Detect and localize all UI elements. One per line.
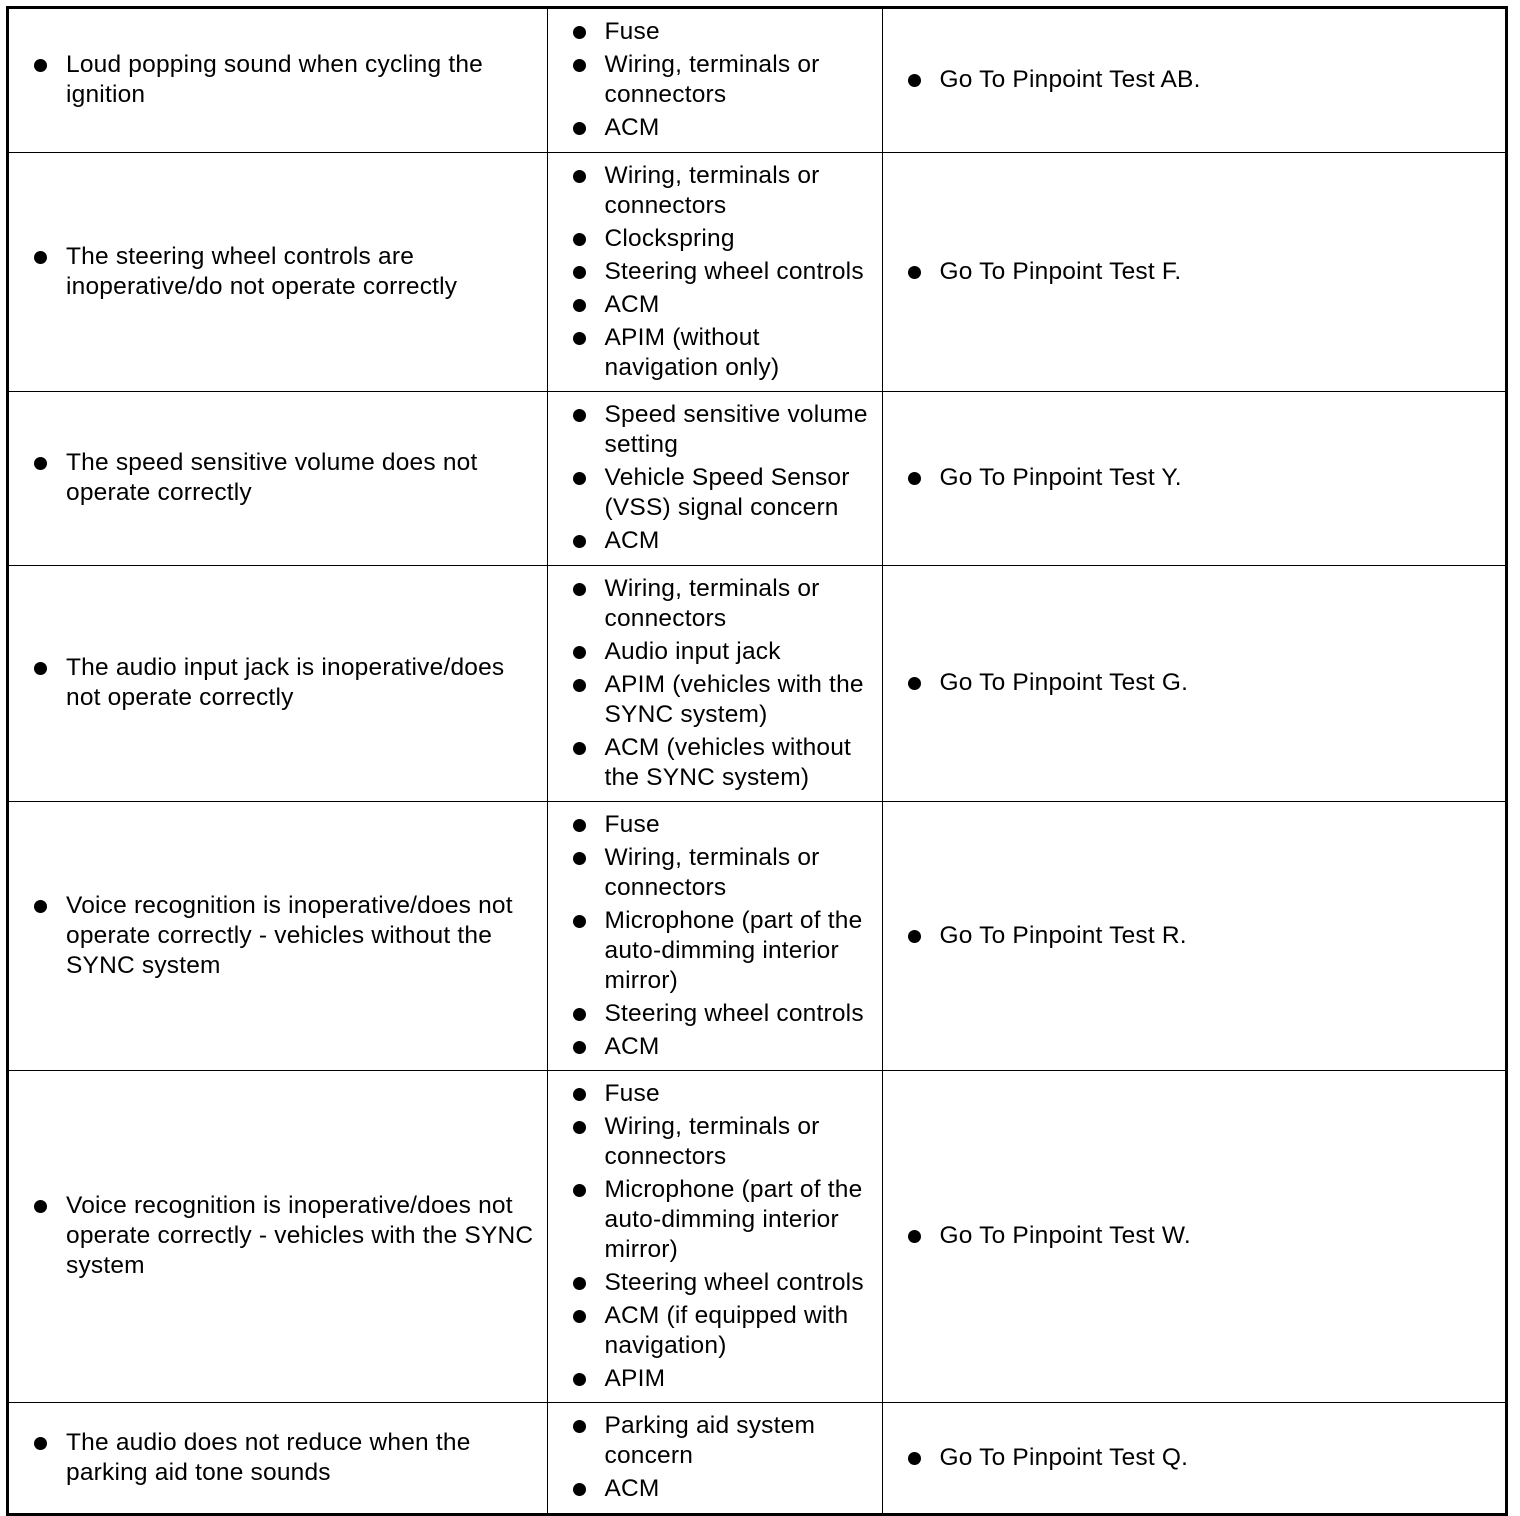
source-item: Microphone (part of the auto-dimming interior mirror)	[548, 1175, 882, 1265]
source-item: Parking aid system concern	[548, 1411, 882, 1471]
source-item: Clockspring	[548, 224, 882, 254]
source-item: Vehicle Speed Sensor (VSS) signal concern	[548, 463, 882, 523]
possible-sources-cell	[547, 801, 882, 1070]
source-item: Fuse	[548, 17, 882, 47]
source-item: Wiring, terminals or connectors	[548, 843, 882, 903]
source-item: ACM	[548, 1032, 882, 1062]
condition-cell	[9, 801, 547, 1070]
source-item: ACM (vehicles without the SYNC system)	[548, 733, 882, 793]
action-cell	[882, 391, 1505, 565]
action-cell	[882, 565, 1505, 801]
action-cell	[882, 152, 1505, 391]
condition-cell	[9, 391, 547, 565]
possible-sources-cell	[547, 391, 882, 565]
source-item: Speed sensitive volume setting	[548, 400, 882, 460]
condition-text: Loud popping sound when cycling the ignition	[9, 50, 547, 110]
source-item: Steering wheel controls	[548, 257, 882, 287]
source-item: Microphone (part of the auto-dimming interior mirror)	[548, 906, 882, 996]
source-item: Fuse	[548, 1079, 882, 1109]
condition-text: Voice recognition is inoperative/does not operate correctly - vehicles with the SYNC system	[9, 1191, 547, 1281]
condition-text: The steering wheel controls are inoperative/do not operate correctly	[9, 242, 547, 302]
condition-text: Voice recognition is inoperative/does not operate correctly - vehicles without the SYNC system	[9, 891, 547, 981]
action-cell	[882, 801, 1505, 1070]
table-row	[9, 1070, 1505, 1402]
condition-cell	[9, 565, 547, 801]
condition-cell	[9, 152, 547, 391]
action-cell	[882, 9, 1505, 152]
condition-text: The audio input jack is inoperative/does not operate correctly	[9, 653, 547, 713]
action-link[interactable]: Go To Pinpoint Test G.	[883, 668, 1506, 698]
source-item: Audio input jack	[548, 637, 882, 667]
source-item: Fuse	[548, 810, 882, 840]
source-item: Wiring, terminals or connectors	[548, 50, 882, 110]
action-cell	[882, 1402, 1505, 1513]
table-row	[9, 152, 1505, 391]
condition-cell	[9, 1402, 547, 1513]
condition-cell	[9, 9, 547, 152]
action-link[interactable]: Go To Pinpoint Test F.	[883, 257, 1506, 287]
source-item: ACM	[548, 526, 882, 556]
source-item: ACM (if equipped with navigation)	[548, 1301, 882, 1361]
action-link[interactable]: Go To Pinpoint Test Q.	[883, 1443, 1506, 1473]
possible-sources-cell	[547, 565, 882, 801]
table-row	[9, 565, 1505, 801]
table-row	[9, 391, 1505, 565]
possible-sources-cell	[547, 9, 882, 152]
table-row	[9, 9, 1505, 152]
action-link[interactable]: Go To Pinpoint Test W.	[883, 1221, 1506, 1251]
source-item: APIM (without navigation only)	[548, 323, 882, 383]
possible-sources-cell	[547, 152, 882, 391]
source-item: ACM	[548, 290, 882, 320]
source-item: Wiring, terminals or connectors	[548, 1112, 882, 1172]
source-item: Steering wheel controls	[548, 1268, 882, 1298]
action-link[interactable]: Go To Pinpoint Test Y.	[883, 463, 1506, 493]
symptom-chart-body	[9, 9, 1505, 1513]
condition-text: The speed sensitive volume does not operate correctly	[9, 448, 547, 508]
condition-cell	[9, 1070, 547, 1402]
condition-text: The audio does not reduce when the parking aid tone sounds	[9, 1428, 547, 1488]
source-item: Wiring, terminals or connectors	[548, 161, 882, 221]
source-item: APIM (vehicles with the SYNC system)	[548, 670, 882, 730]
symptom-chart-sheet	[6, 6, 1508, 1516]
possible-sources-cell	[547, 1070, 882, 1402]
action-link[interactable]: Go To Pinpoint Test R.	[883, 921, 1506, 951]
action-cell	[882, 1070, 1505, 1402]
source-item: ACM	[548, 1474, 882, 1504]
possible-sources-cell	[547, 1402, 882, 1513]
source-item: Wiring, terminals or connectors	[548, 574, 882, 634]
symptom-chart-table	[9, 9, 1505, 1513]
table-row	[9, 801, 1505, 1070]
action-link[interactable]: Go To Pinpoint Test AB.	[883, 65, 1506, 95]
source-item: APIM	[548, 1364, 882, 1394]
table-row	[9, 1402, 1505, 1513]
source-item: Steering wheel controls	[548, 999, 882, 1029]
source-item: ACM	[548, 113, 882, 143]
